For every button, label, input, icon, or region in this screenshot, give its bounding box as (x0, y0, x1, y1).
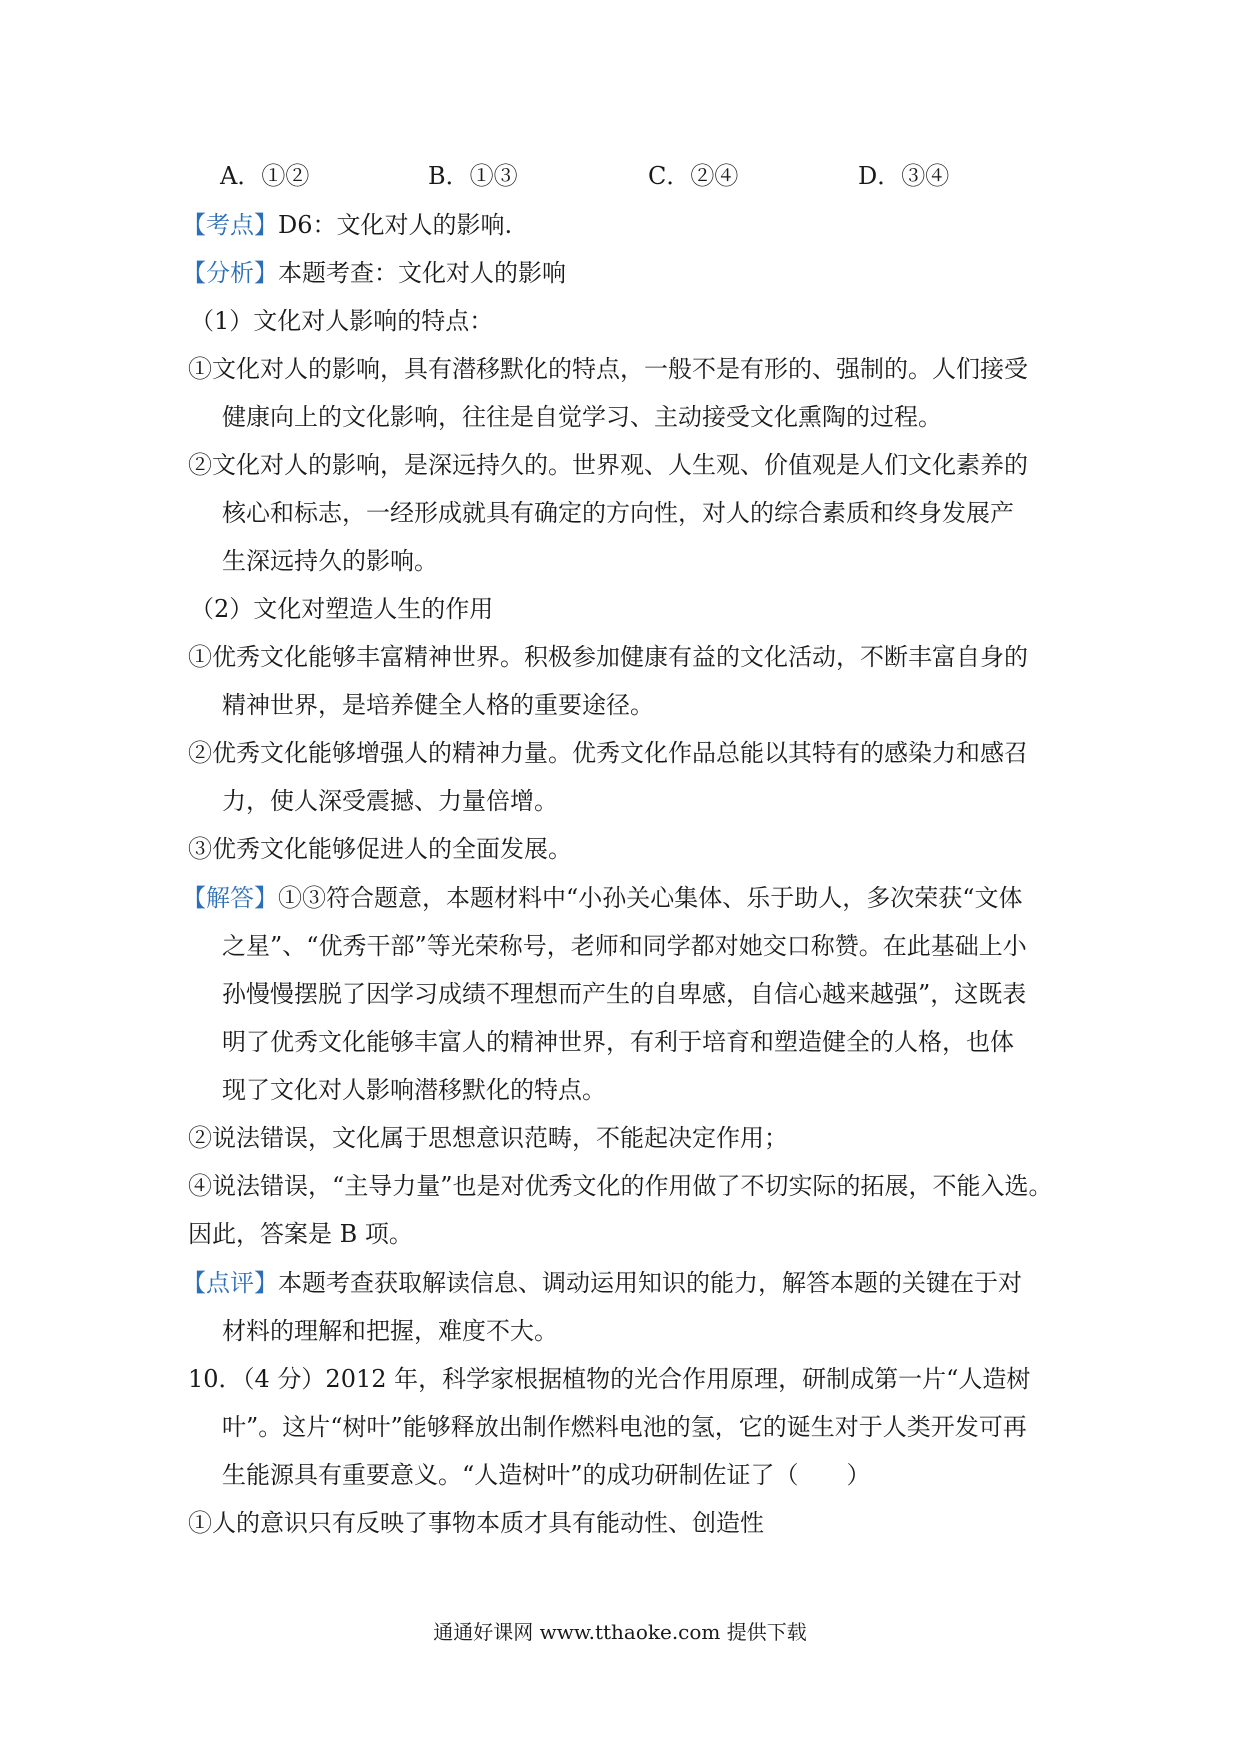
dianping-tag: 【点评】 (182, 1269, 278, 1297)
jieda-line-6: ②说法错误，文化属于思想意识范畴，不能起决定作用； (188, 1124, 788, 1152)
analysis-p2-title: （2）文化对塑造人生的作用 (190, 595, 494, 623)
dianping-line-1 (182, 1268, 1022, 1298)
kaodian-text: D6：文化对人的影响. (278, 211, 513, 239)
analysis-p1-2a: ②文化对人的影响，是深远持久的。世界观、人生观、价值观是人们文化素养的 (188, 451, 1028, 479)
jieda-line-2: 之星”、“优秀干部”等光荣称号，老师和同学都对她交口称赞。在此基础上小 (222, 932, 1027, 960)
choice-b: B．①③ (428, 162, 518, 190)
dianping-line-2: 材料的理解和把握，难度不大。 (222, 1317, 558, 1345)
analysis-p2-1a: ①优秀文化能够丰富精神世界。积极参加健康有益的文化活动，不断丰富自身的 (188, 643, 1028, 671)
analysis-p1-2b: 核心和标志，一经形成就具有确定的方向性，对人的综合素质和终身发展产 (222, 499, 1014, 527)
page-footer: 通通好课网 www.tthaoke.com 提供下载 (433, 1620, 807, 1644)
analysis-p2-1b: 精神世界，是培养健全人格的重要途径。 (222, 691, 654, 719)
analysis-p1-title: （1）文化对人影响的特点： (190, 307, 494, 335)
fenxi-line (182, 258, 566, 288)
jieda-line-5: 现了文化对人影响潜移默化的特点。 (222, 1076, 606, 1104)
jieda-line-1 (182, 883, 1023, 913)
q10-line-2: 叶”。这片“树叶”能够释放出制作燃料电池的氢，它的诞生对于人类开发可再 (222, 1413, 1027, 1441)
kaodian-line (182, 210, 512, 240)
jieda-text-1: ①③符合题意，本题材料中“小孙关心集体、乐于助人，多次荣获“文体 (278, 884, 1023, 912)
q10-line-3: 生能源具有重要意义。“人造树叶”的成功研制佐证了（ ） (222, 1461, 871, 1489)
choice-a: A．①② (220, 162, 310, 190)
choice-d: D．③④ (858, 162, 950, 190)
dianping-text-1: 本题考查获取解读信息、调动运用知识的能力，解答本题的关键在于对 (278, 1269, 1022, 1297)
analysis-p1-1a: ①文化对人的影响，具有潜移默化的特点，一般不是有形的、强制的。人们接受 (188, 355, 1028, 383)
analysis-p1-2c: 生深远持久的影响。 (222, 547, 438, 575)
analysis-p2-2a: ②优秀文化能够增强人的精神力量。优秀文化作品总能以其特有的感染力和感召 (188, 739, 1028, 767)
jieda-line-3: 孙慢慢摆脱了因学习成绩不理想而产生的自卑感，自信心越来越强”，这既表 (222, 980, 1027, 1008)
choice-c: C．②④ (648, 162, 739, 190)
kaodian-tag: 【考点】 (182, 211, 278, 239)
fenxi-text: 本题考查：文化对人的影响 (278, 259, 566, 287)
jieda-line-4: 明了优秀文化能够丰富人的精神世界，有利于培育和塑造健全的人格，也体 (222, 1028, 1014, 1056)
analysis-p2-3: ③优秀文化能够促进人的全面发展。 (188, 835, 572, 863)
jieda-line-8: 因此，答案是 B 项。 (188, 1220, 413, 1248)
analysis-p2-2b: 力，使人深受震撼、力量倍增。 (222, 787, 558, 815)
jieda-line-7: ④说法错误，“主导力量”也是对优秀文化的作用做了不切实际的拓展，不能入选。 (188, 1172, 1053, 1200)
fenxi-tag: 【分析】 (182, 259, 278, 287)
q10-option-1: ①人的意识只有反映了事物本质才具有能动性、创造性 (188, 1509, 764, 1537)
analysis-p1-1b: 健康向上的文化影响，往往是自觉学习、主动接受文化熏陶的过程。 (222, 403, 942, 431)
q10-line-1: 10．（4 分）2012 年，科学家根据植物的光合作用原理，研制成第一片“人造树 (188, 1365, 1031, 1393)
jieda-tag: 【解答】 (182, 884, 278, 912)
